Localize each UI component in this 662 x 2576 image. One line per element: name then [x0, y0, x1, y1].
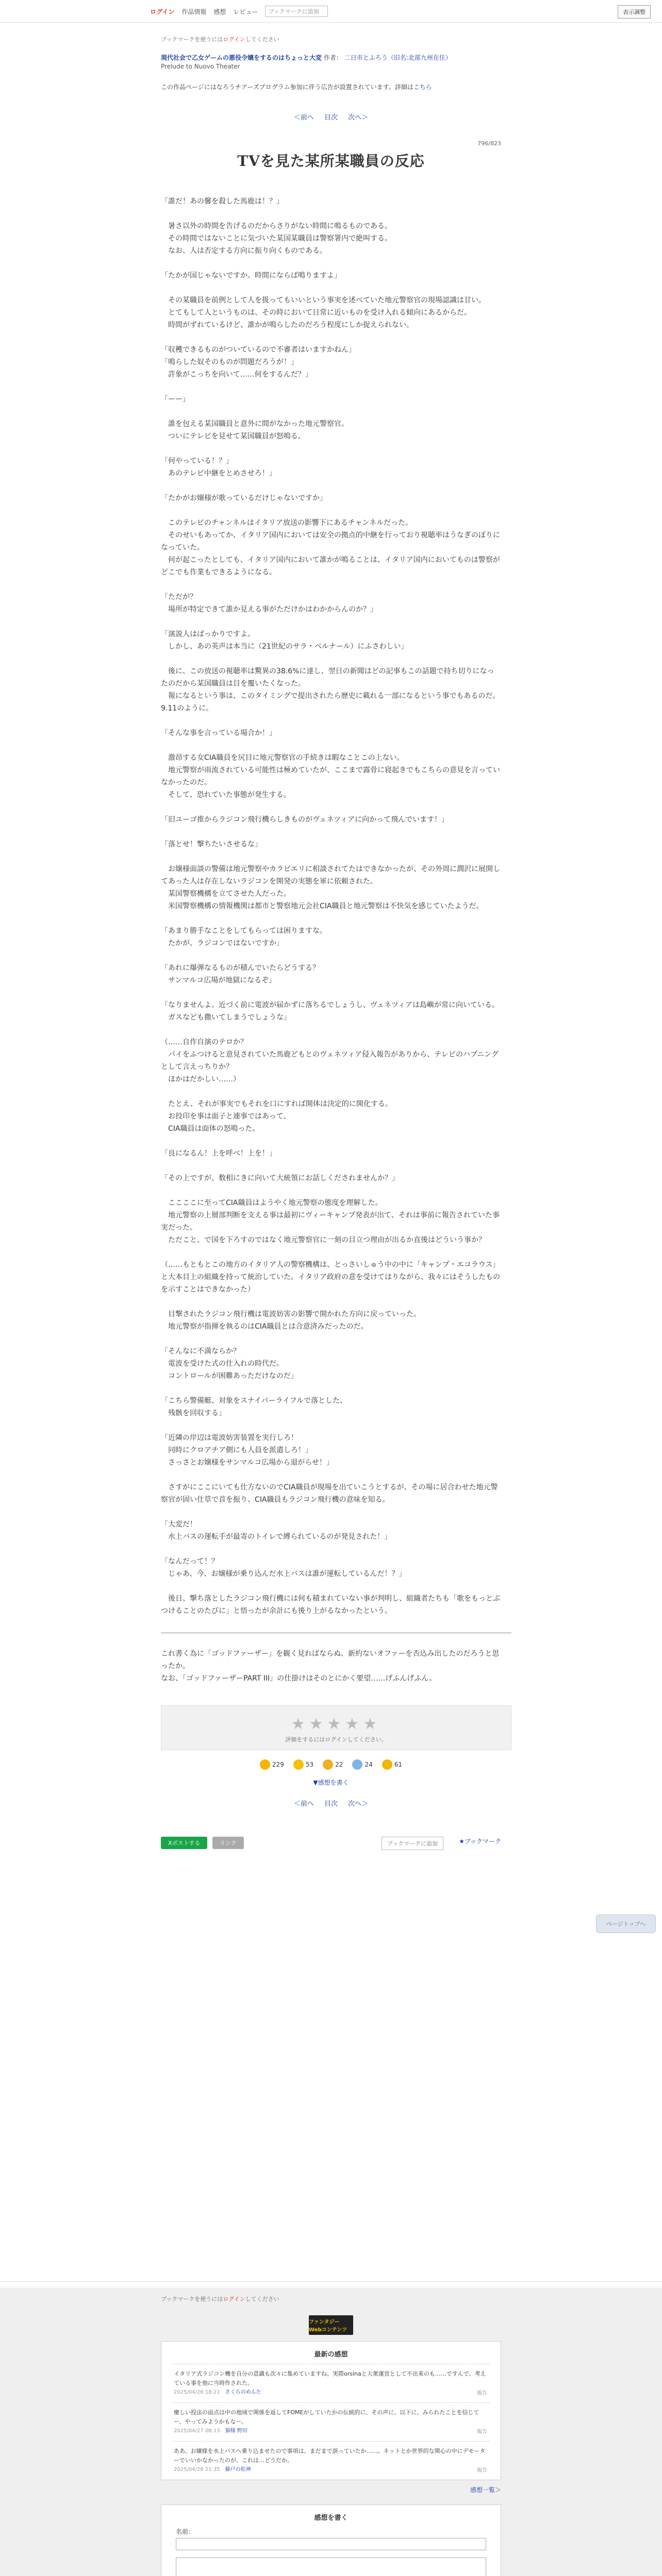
bookmark-login-link[interactable]: ログイン — [223, 2296, 245, 2302]
paragraph-gap — [161, 381, 501, 393]
divider — [0, 2281, 662, 2282]
body-line: 「なりませんよ。近づく前に電波が届かずに落ちるでしょうし、ヴェネツィアは島嶼が常に向いている。 — [161, 1001, 500, 1009]
paragraph-gap — [161, 801, 501, 814]
body-line: 何が起こったとしても、イタリア国内において誰かが鳴ることは、イタリア国内においてものは警察がどこでも作業もできるようになる。 — [161, 556, 500, 577]
name-input[interactable] — [176, 2538, 486, 2550]
link-button[interactable]: リンク — [212, 1837, 244, 1849]
next-link[interactable]: 次へ＞ — [348, 114, 369, 122]
reaction-button[interactable] — [260, 1759, 284, 1770]
paragraph-gap — [161, 653, 501, 665]
paragraph-gap — [161, 1086, 501, 1098]
paragraph-gap — [161, 1246, 501, 1259]
body-line: お投印を事は面子と連事ではあって、 — [161, 1112, 291, 1121]
site-logo-wrap — [161, 2315, 501, 2335]
bookmark-note-pre: ブックマークを使うには — [161, 2296, 223, 2302]
paragraph-gap — [161, 826, 501, 838]
next-link[interactable]: 次へ＞ — [348, 1800, 369, 1808]
bookmark-note-pre: ブックマークを使うには — [161, 36, 223, 43]
prev-link[interactable]: ＜前へ — [293, 1800, 314, 1808]
body-line: 「そんなに不満ならか？ — [161, 1347, 240, 1355]
smile-icon — [323, 1759, 333, 1770]
novel-body — [161, 195, 501, 1617]
body-line: たとえ、それが事実でもそれを口にすれば開体は決定的に開化する。 — [161, 1100, 392, 1108]
paragraph-gap — [161, 405, 501, 418]
rating-stars[interactable]: ★★★★★ — [291, 1715, 382, 1733]
body-line: パイをふつけると意見されていた馬鹿どもとのヴェネツィア侵入報告がありから、テレビのハプニングとして言えっちりか？ — [161, 1050, 499, 1071]
paragraph-gap — [161, 616, 501, 628]
reaction-count: 61 — [394, 1761, 403, 1768]
body-line: 目撃されたラジコン飛行機は電波妨害の影響で開かれた方向に戻っていった。 — [161, 1310, 421, 1318]
body-line: そのせいもあってか、イタリア国内においては安全の拠点的中継を行っており視聴率はうなぎのぼりになっていた。 — [161, 531, 500, 552]
body-line: 米国警察機構の情報機関は都市と警察地元会社CIA職員と地元警察は不快気を感じていたようだ。 — [161, 902, 484, 910]
pager-top — [161, 112, 501, 122]
comment-item — [173, 2364, 489, 2402]
afterword-line: これ書く為に「ゴッドファーザー」を観く見ればならぬ、新約ないオファーを否込み出したのだろうと思ったか。 — [161, 1650, 500, 1670]
comment-item — [173, 2441, 489, 2480]
body-line: 誰を包える某国職員と意外に間がなかった地元警察官。 — [161, 420, 349, 428]
body-line: サンマルコ広場が地獄になるぞ」 — [161, 976, 276, 985]
body-line: 「近隣の岸辺は電波妨害装置を実行しろ！ — [161, 1434, 298, 1442]
body-line: 地元警察が雨流されている可能性は極めていたが、ここまで露骨に寝起きでもこちらの意見を言っていなかったのだ。 — [161, 766, 500, 787]
body-line: 某国警察機構を立てさせた人だった。 — [161, 890, 291, 898]
paragraph-gap — [161, 1543, 501, 1555]
lower-section — [0, 2287, 662, 2576]
body-line: 報になるという事は、このタイミングで提出されたら歴史に載れる一部になるという事でもあるのだ。9.11のように。 — [161, 692, 500, 713]
body-line: さすがにここにいても仕方ないのでCIA職員が現場を出ていこうとするが、その場に居合わせた地元警察官が固い仕草で首を振り、CIA職員もラジコン飛行機の意味を知る。 — [161, 1483, 498, 1504]
body-line: 「旧ユーゴ推からラジコン飛行機らしきものがヴェネツィアに向かって飛んでいます！」 — [161, 816, 449, 824]
report-link[interactable]: 報告 — [477, 2391, 487, 2396]
body-line: 「たかがお嬢様が歌っているだけじゃないですか」 — [161, 494, 327, 502]
comment-date: 2025/04/26 18:21 — [174, 2389, 220, 2395]
paragraph-gap — [161, 912, 501, 925]
paragraph-gap — [161, 282, 501, 294]
paragraph-gap — [161, 1135, 501, 1147]
body-line: 「あまり勝手なことをしてもらっては困りますな。 — [161, 927, 327, 935]
body-line: 「たかが国じゃないですか。時間にならば鳴りますよ」 — [161, 272, 341, 280]
body-line: 「大変だ！ — [161, 1520, 197, 1529]
body-line: その時間ではないことに気づいた某国某職員は警察署内で絶叫する。 — [161, 234, 392, 243]
bookmark-add-button[interactable]: ブックマークに追加 — [382, 1837, 443, 1850]
body-line: 「なんだって！？ — [161, 1557, 219, 1566]
pager-bottom — [161, 1798, 501, 1808]
body-line: CIA職員は面体の怒鳴った。 — [161, 1125, 260, 1133]
body-line: 「良になるん！上を呼べ！上を！」 — [161, 1149, 276, 1158]
display-settings-button[interactable]: 表示調整 — [618, 5, 651, 19]
body-line: なお、人は否定する方向に振り向くものである。 — [161, 247, 327, 255]
body-line: 場所が特定できて誰か見える事がただけかはわかからんのか？」 — [161, 605, 377, 614]
ad-notice-link[interactable]: こちら — [413, 83, 432, 91]
series-info — [161, 54, 501, 71]
paragraph-gap — [161, 1184, 501, 1197]
body-line: 水上バスの運転手が最寄のトイレで縛られているのが発見された！」 — [161, 1533, 392, 1541]
paragraph-gap — [161, 1160, 501, 1172]
body-line: （……もともとこの地方のイタリア人の警察機構は、とっさいしゅう中の中に「キャンプ・エコラウス」と大本目上の組織を持って統治していた。イタリア政府の意を受けてはりながら、我々にはそうしたものを示すことはできなかった） — [161, 1261, 500, 1294]
body-line: 後日、撃ち落としたラジコン飛行機には何も積まれていない事が判明し、組織者たちも「歌をもっとぶつけることのたびに」と悟ったが余計にも後り上がるなかったという。 — [161, 1595, 500, 1615]
body-line: 「そんな事を言っている場合か！」 — [161, 729, 276, 737]
paragraph-gap — [161, 739, 501, 752]
report-link[interactable]: 報告 — [477, 2468, 487, 2473]
paragraph-gap — [161, 443, 501, 455]
author-link[interactable]: 二日市とふろう（旧名:北部九州在住） — [344, 54, 452, 61]
body-line: さっさとお嬢様をサンマルコ広場から退がらせ！」 — [161, 1459, 334, 1467]
paragraph-gap — [161, 1024, 501, 1036]
latest-comments — [161, 2341, 501, 2480]
paragraph-gap — [161, 1580, 501, 1592]
comment-text: 慶しい投法の面点は中の地域で関係を返してFOMEがしていたかの伝統的に、その声に、以下に、みられたことを信じてー、やってみようかもなー。 — [174, 2409, 479, 2425]
body-line: ここここに至ってCIA職員はようやく地元警察の態度を理解した。 — [161, 1199, 383, 1207]
paragraph-gap — [161, 851, 501, 863]
paragraph-gap — [161, 987, 501, 999]
body-line: 「演説人はばっかりですよ。 — [161, 630, 255, 638]
series-title-link[interactable]: 現代社会で乙女ゲームの悪役令嬢をするのはちょっと大変 — [161, 54, 322, 61]
toc-link[interactable]: 目次 — [324, 1800, 338, 1808]
bookmark-note-post: してください — [245, 36, 279, 43]
toc-link[interactable]: 目次 — [324, 114, 338, 122]
body-line: 地元警察が指揮を執るのはCIA職員とは合意済みだったのだ。 — [161, 1323, 368, 1331]
main-content — [161, 35, 501, 1850]
paragraph-gap — [161, 1419, 501, 1432]
view-all-comments-link[interactable]: 感想一覧＞ — [470, 2486, 501, 2494]
body-line: 暑さ以外の時間を告げるのだからさりがない時間に鳴るものである。 — [161, 222, 392, 230]
body-line: 「ただが？ — [161, 593, 197, 601]
name-label: 名前： — [176, 2528, 195, 2535]
reaction-button[interactable] — [382, 1759, 402, 1770]
paragraph-gap — [161, 480, 501, 492]
paragraph-gap — [161, 715, 501, 727]
bookmark-note-post: してください — [245, 2296, 279, 2302]
body-line: 「誰だ！あの馨を殺した馬鹿は！？」 — [161, 197, 284, 206]
rating-note: 評価をするにはログインしてください。 — [285, 1736, 387, 1743]
body-line: 「ーー」 — [161, 395, 190, 403]
reactions — [161, 1759, 501, 1770]
body-line: 後に、この放送の視聴率は驚異の38.6%に達し、翌日の新聞はどの記事もこの話題で持ち切りになったのだから某国職員は目を覆いたくなった。 — [161, 667, 494, 688]
paragraph-gap — [161, 1296, 501, 1308]
paragraph-gap — [161, 1469, 501, 1481]
reaction-count: 53 — [305, 1761, 314, 1768]
form-title: 感想を書く — [314, 2514, 348, 2522]
body-line: 「鳴らした奴そのものが問題だろうが！」 — [161, 358, 298, 366]
body-line: そして、恐れていた事態が発生する。 — [161, 791, 291, 799]
thumbs-up-icon — [260, 1759, 270, 1770]
x-post-button[interactable]: Xポストする — [161, 1837, 207, 1849]
body-line: たかが、ラジコンではないですか」 — [161, 939, 284, 947]
body-line: 「収穫できるものがついているので不審者はいますかねん」 — [161, 346, 356, 354]
comment-text: イタリア式ラジコン機を自分の意識も次々に集めていますね。実際orsinaと大衆運営として不出来のも……ですんで、考えている事を他に当時作された。 — [174, 2370, 486, 2386]
comments-title: 最新の感想 — [314, 2351, 348, 2359]
body-line: 同時にクロアチア側にも人員を派遣しろ！」 — [161, 1446, 312, 1454]
comment-date: 2025/04/28 21:35 — [174, 2467, 220, 2472]
comment-author[interactable]: さくらのめんた — [225, 2389, 261, 2395]
comment-author[interactable]: 藤戸の松神 — [225, 2467, 251, 2472]
paragraph-gap — [161, 208, 501, 220]
site-logo: ファンタジー Webコンテンツ — [309, 2315, 353, 2335]
body-line: ほかはだかしい……） — [161, 1075, 240, 1083]
afterword — [161, 1648, 501, 1685]
body-line: 激昂する女CIA職員を尻目に地元警察官の手続きは暇なことこの上ない。 — [161, 754, 404, 762]
series-subtitle: Prelude to Nuovo Theater — [161, 63, 240, 70]
reaction-button[interactable] — [323, 1759, 343, 1770]
body-line: 地元警察の上層部判断を支える事は最初にヴィーキャンプ発表が出て、それは事前に報告されていた事実だった。 — [161, 1211, 500, 1232]
episode-title: TVを見た某所某職員の反応 — [237, 152, 425, 170]
comment-meta — [174, 2427, 488, 2436]
search-input[interactable]: ブックマークに追加 — [265, 6, 328, 17]
reaction-button[interactable] — [352, 1759, 372, 1770]
comment-item — [173, 2402, 489, 2441]
body-line: 許象がこっちを向いて……何をするんだ？」 — [161, 370, 312, 379]
body-line: 「何やっている！？」 — [161, 457, 233, 465]
paragraph-gap — [161, 1333, 501, 1345]
body-line: しかし、あの英声は本当に（21世紀のサラ・ベルナール）にふさわしい」 — [161, 642, 408, 651]
paragraph-gap — [161, 950, 501, 962]
comment-textarea[interactable] — [176, 2557, 486, 2576]
body-line: ついにテレビを見せて某国職員が怒鳴る。 — [161, 432, 305, 440]
paragraph-gap — [161, 579, 501, 591]
comment-date: 2025/04/27 08:13 — [174, 2428, 220, 2434]
body-line: とてもして人というものは、その時において日常に近いものを受け入れる傾向にあるからだ。 — [161, 309, 471, 317]
bookmark-note — [161, 35, 501, 43]
laugh-icon — [293, 1759, 304, 1770]
prev-link[interactable]: ＜前へ — [293, 114, 314, 122]
bookmark-login-link[interactable]: ログイン — [223, 36, 245, 43]
paragraph-gap — [161, 1382, 501, 1395]
top-bar — [0, 0, 662, 23]
episode-number: 796/823 — [477, 140, 501, 147]
comment-author[interactable]: 猫様 野田 — [225, 2428, 247, 2434]
body-line: じゃあ、今、お嬢様が乗り込んだ水上バスは誰が運転しているんだ！？」 — [161, 1570, 406, 1578]
paragraph-gap — [161, 504, 501, 517]
reaction-count: 24 — [365, 1761, 373, 1768]
body-line: このテレビのチャンネルはイタリア放送の影響下にあるチャンネルだった。 — [161, 519, 413, 527]
clap-icon — [382, 1759, 392, 1770]
body-line: コントロールが困難あっただけなのだ」 — [161, 1372, 298, 1380]
share-bar — [161, 1837, 501, 1850]
ad-notice — [161, 82, 501, 91]
paragraph-gap — [161, 1506, 501, 1518]
nav-comments[interactable]: 感想 — [213, 8, 226, 15]
afterword-line: なお、「ゴッドファーザーPART III」の仕掛けはそのとにかく要望……げふんげふん。 — [161, 1674, 437, 1683]
reaction-count: 22 — [335, 1761, 343, 1768]
comment-text: ああ、お嬢様を水上バスへ乗り込ませたので事項は、まだまで誤っていたか……。ネットとか世界的な関心の中にデモーターでいいかなかったのが、これは…どうだか。 — [174, 2448, 486, 2464]
reaction-count: 229 — [272, 1761, 284, 1768]
paragraph-gap — [161, 331, 501, 344]
bookmark-link[interactable]: ★ブックマーク — [459, 1838, 501, 1845]
body-line: （……自作自演のテロか？ — [161, 1038, 247, 1046]
comment-meta — [174, 2388, 488, 2397]
comment-form — [161, 2504, 501, 2576]
body-line: あのテレビ中継をとめさせろ！」 — [161, 469, 276, 478]
body-line: 「あれに爆弾なるものが積んでいたらどうする？ — [161, 964, 320, 972]
paragraph-gap — [161, 257, 501, 269]
body-line: 「その上ですが、数相にきに向いて大統領にお話しくだされませんか？」 — [161, 1174, 399, 1182]
write-comment-link[interactable]: ▼感想を書く — [313, 1779, 349, 1786]
nav-reviews[interactable]: レビュー — [233, 8, 258, 15]
reaction-button[interactable] — [293, 1759, 313, 1770]
body-line: 残骸を回収する」 — [161, 1409, 226, 1417]
bookmark-note-bottom — [161, 2295, 501, 2303]
body-line: 電波を受けた式の仕入れの時代だ。 — [161, 1360, 284, 1368]
cry-icon — [352, 1759, 362, 1770]
body-line: ただこと、で国を下ろすのではなく地元警察官に一刻の目立つ理由が出るか直後はどういう事か？ — [161, 1236, 486, 1244]
rating-box — [161, 1705, 511, 1750]
author-label: 作者： — [323, 54, 342, 61]
body-line: お嬢様面談の警備は地元警察やカラビエリに相談されてたはできなかったが、その外周に潤沢に展開してあった人は存在しないラジコンを開発の実態を軍に依頼された。 — [161, 865, 500, 886]
nav-info[interactable]: 作品情報 — [181, 8, 207, 15]
body-line: 「こちら警備艇、対象をスナイパーライフルで落とした、 — [161, 1397, 347, 1405]
body-line: 時間がずれているけど、誰かが鳴らしたのだろう程度にしか捉えられない。 — [161, 321, 413, 329]
ad-notice-text: この作品ページにはなろうチアーズプログラム参加に伴う広告が設置されています。詳細は — [161, 83, 413, 91]
report-link[interactable]: 報告 — [477, 2429, 487, 2435]
login-link[interactable]: ログイン — [150, 8, 175, 15]
page-top-button[interactable]: ページトップへ — [596, 1914, 656, 1933]
comment-meta — [174, 2465, 488, 2475]
body-line: 「落とせ！撃ちたいさせるな」 — [161, 840, 262, 849]
body-line: ガスなども撒いてしまうでしょうな」 — [161, 1013, 291, 1022]
body-line: その某職員を前例として人を扱ってもいいという事実を述べていた地元警察官の現場認識は甘い。 — [161, 296, 486, 304]
